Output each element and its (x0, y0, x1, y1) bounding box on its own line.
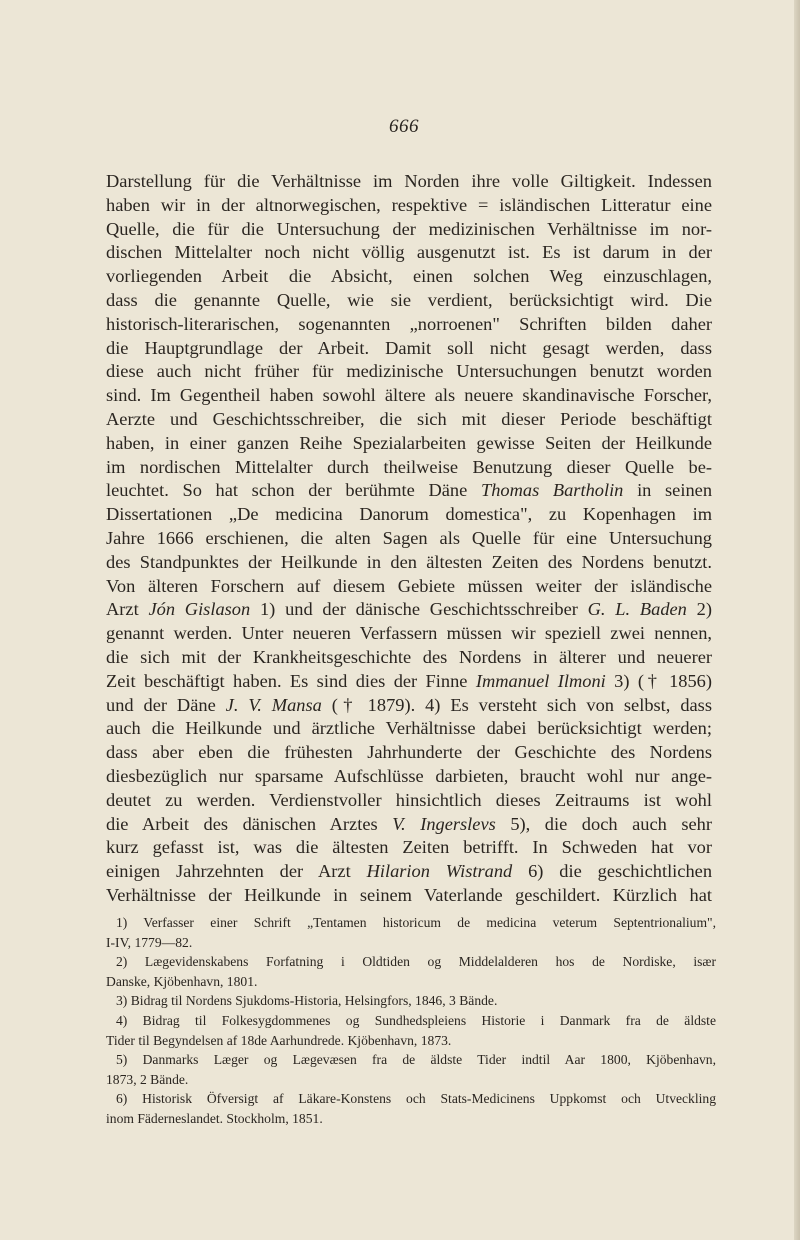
text-segment: 2) (696, 599, 712, 620)
text-segment: die Arbeit des dänischen Arztes (106, 813, 378, 834)
text-segment: Zeit beschäftigt haben. Es sind dies der Finne (106, 670, 468, 691)
text-line: Quelle, die für die Untersuchung der medizinischen Verhältnisse im nor- (106, 218, 712, 239)
main-text (106, 170, 712, 908)
text-line: die sich mit der Krankheitsgeschichte des Nordens in älterer und neuerer (106, 646, 712, 667)
text-segment: und der Däne (106, 694, 216, 715)
text-segment: 3) († 1856) (614, 670, 712, 691)
text-line: Dissertationen „De medicina Danorum domestica", zu Kopenhagen im (106, 504, 712, 525)
footnote-line: I-IV, 1779—82. (106, 934, 193, 950)
footnote-line: inom Fäderneslandet. Stockholm, 1851. (106, 1110, 323, 1126)
footnote-3 (106, 991, 716, 1011)
text-line (106, 860, 712, 884)
page-number: 666 (389, 116, 419, 137)
text-line: des Standpunktes der Heilkunde in den ältesten Zeiten des Nordens benutzt. (106, 551, 712, 572)
text-line: im nordischen Mittelalter durch theilweise Benutzung dieser Quelle be- (106, 456, 712, 477)
footnote-line: 1873, 2 Bände. (106, 1071, 189, 1087)
person-name-gislason: Jón Gislason (148, 599, 251, 620)
text-line: Verhältnisse der Heilkunde in seinem Vaterlande geschildert. Kürzlich hat (106, 884, 712, 905)
person-name-mansa: J. V. Mansa (225, 694, 322, 715)
footnote-line: Tider til Begyndelsen af 18de Aarhundrede. Kjöbenhavn, 1873. (106, 1032, 452, 1048)
text-line: historisch-literarischen, sogenannten „norroenen" Schriften bilden daher (106, 313, 712, 334)
text-line: haben wir in der altnorwegischen, respektive = isländischen Litteratur eine (106, 194, 712, 215)
page-edge-shadow (794, 0, 800, 1240)
person-name-baden: G. L. Baden (587, 599, 687, 620)
footnote-2 (106, 952, 716, 991)
text-line: dass die genannte Quelle, wie sie verdient, berücksichtigt wird. Die (106, 289, 712, 310)
footnote-line: 6) Historisk Öfversigt af Läkare-Konstens och Stats-Medicinens Uppkomst och Utveckling (116, 1091, 716, 1107)
text-line (106, 813, 712, 837)
text-segment: († 1879). 4) Es versteht sich von selbst, dass (331, 694, 712, 715)
text-line: deutet zu werden. Verdienstvoller hinsichtlich dieses Zeitraums ist wohl (106, 789, 712, 810)
text-segment: einigen Jahrzehnten der Arzt (106, 861, 351, 882)
text-segment: 5), die doch auch sehr (510, 813, 712, 834)
footnote-5 (106, 1050, 716, 1089)
footnote-1 (106, 913, 716, 952)
text-line: diesbezüglich nur sparsame Aufschlüsse darbieten, braucht wohl nur ange- (106, 765, 712, 786)
text-line: Aerzte und Geschichtsschreiber, die sich mit dieser Periode beschäftigt (106, 408, 712, 429)
footnote-line: 5) Danmarks Læger og Lægevæsen fra de äldste Tider indtil Aar 1800, Kjöbenhavn, (116, 1052, 716, 1068)
text-segment: 6) die geschichtlichen (528, 861, 713, 882)
footnote-line: 3) Bidrag til Nordens Sjukdoms-Historia, Helsingfors, 1846, 3 Bände. (116, 993, 498, 1009)
footnotes (106, 913, 716, 1129)
text-line: die Hauptgrundlage der Arbeit. Damit soll nicht gesagt werden, dass (106, 337, 712, 358)
text-line: dischen Mittelalter noch nicht völlig ausgenutzt ist. Es ist darum in der (106, 242, 712, 263)
text-line: dass aber eben die frühesten Jahrhunderte der Geschichte des Nordens (106, 742, 712, 763)
text-line (106, 479, 712, 503)
text-line: vorliegenden Arbeit die Absicht, einen solchen Weg einzuschlagen, (106, 266, 712, 287)
text-line (106, 670, 712, 694)
footnote-line: 1) Verfasser einer Schrift „Tentamen historicum de medicina veterum Septentrionalium", (116, 915, 716, 930)
text-segment: leuchtet. So hat schon der berühmte Däne (106, 480, 468, 501)
footnote-line: 2) Lægevidenskabens Forfatning i Oldtiden og Middelalderen hos de Nordiske, især (116, 954, 716, 970)
text-line (106, 694, 712, 718)
footnote-line: 4) Bidrag til Folkesygdommenes og Sundhedspleiens Historie i Danmark fra de äldste (116, 1012, 716, 1028)
person-name-ingerslev: V. Ingerslevs (392, 813, 496, 834)
text-line: genannt werden. Unter neueren Verfassern müssen wir speziell zwei nennen, (106, 623, 712, 644)
person-name-ilmoni: Immanuel Ilmoni (475, 670, 606, 691)
text-segment: in seinen (637, 480, 713, 501)
text-line: sind. Im Gegentheil haben sowohl ältere als neuere skandinavische Forscher, (106, 385, 712, 406)
text-line: Von älteren Forschern auf diesem Gebiete müssen weiter der isländische (106, 575, 712, 596)
footnote-6 (106, 1089, 716, 1128)
text-line: haben, in einer ganzen Reihe Spezialarbeiten gewisse Seiten der Heilkunde (106, 432, 712, 453)
text-line: Jahre 1666 erschienen, die alten Sagen als Quelle für eine Untersuchung (106, 527, 712, 548)
text-segment: Arzt (106, 599, 139, 620)
footnote-4 (106, 1011, 716, 1050)
text-line: Darstellung für die Verhältnisse im Norden ihre volle Giltigkeit. Indessen (106, 171, 712, 191)
text-line: auch die Heilkunde und ärztliche Verhältnisse dabei berücksichtigt werden; (106, 718, 712, 739)
footnote-line: Danske, Kjöbenhavn, 1801. (106, 973, 258, 989)
person-name-wistrand: Hilarion Wistrand (366, 861, 513, 882)
text-line: diese auch nicht früher für medizinische Untersuchungen benutzt worden (106, 361, 712, 382)
text-segment: 1) und der dänische Geschichtsschreiber (259, 599, 578, 620)
text-line: kurz gefasst ist, was die ältesten Zeiten betrifft. In Schweden hat vor (106, 837, 712, 858)
text-line (106, 598, 712, 622)
person-name-bartholin: Thomas Bartholin (480, 480, 624, 501)
